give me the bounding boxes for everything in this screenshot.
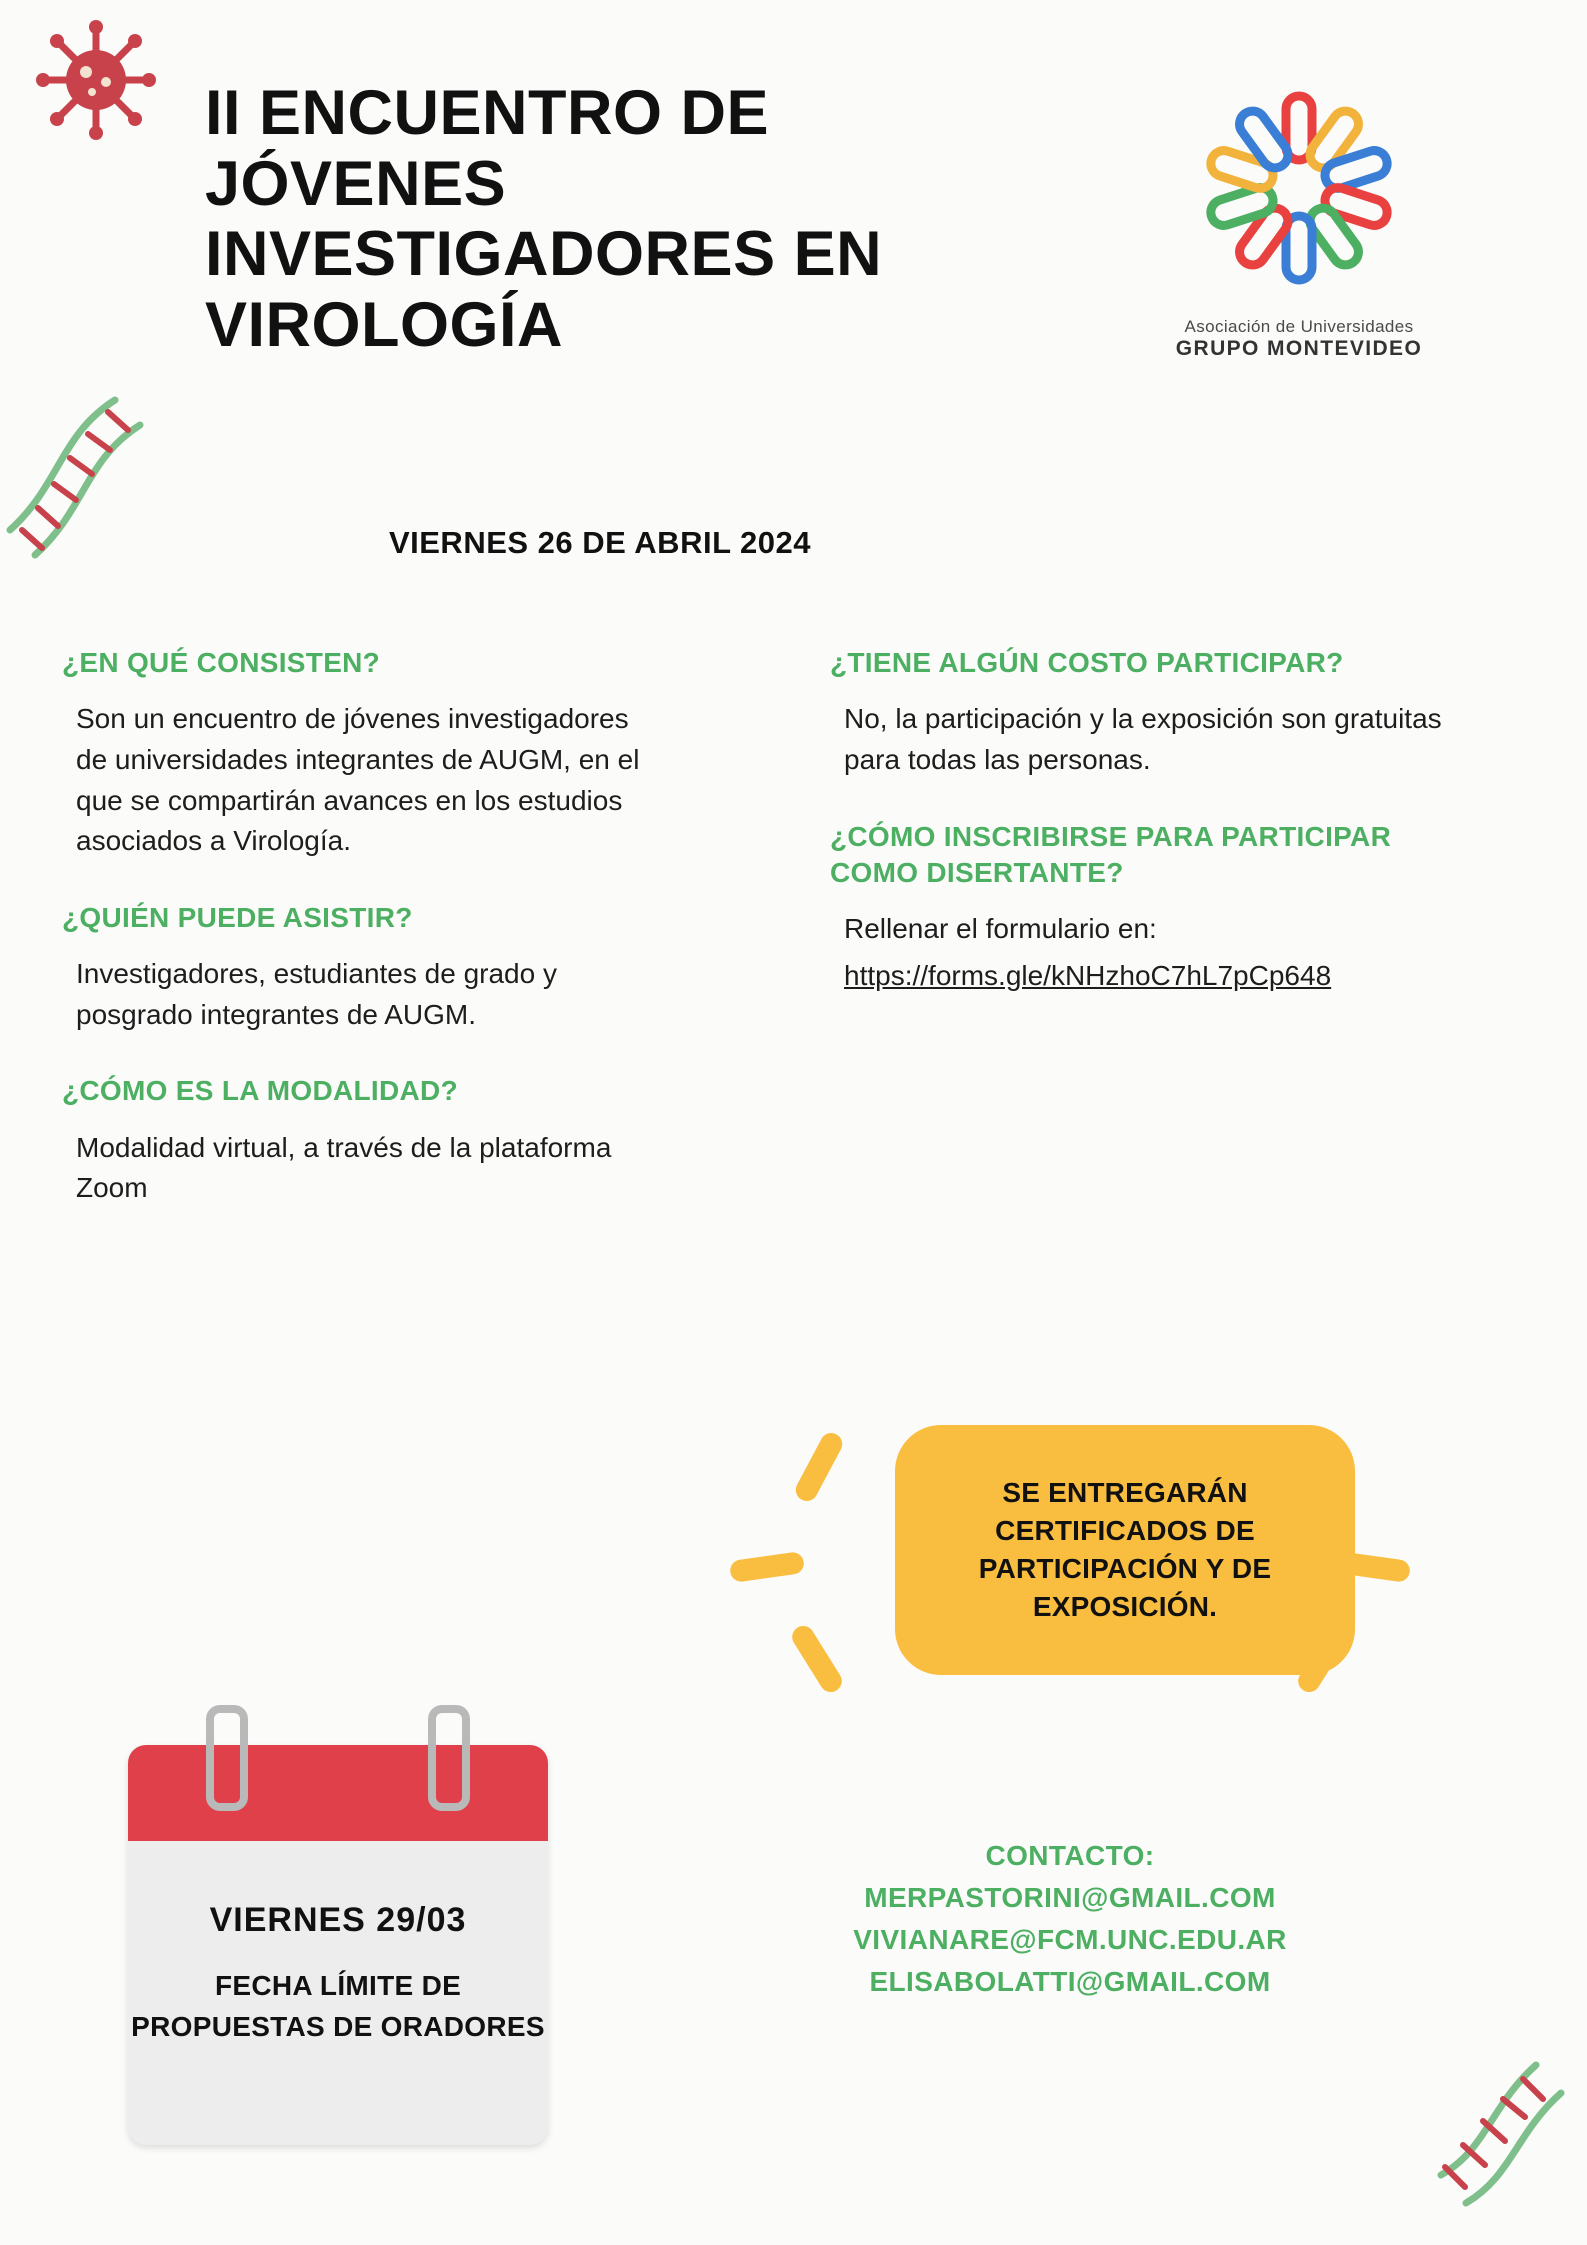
calendar-body [128, 1745, 548, 2145]
logo-caption-big: GRUPO MONTEVIDEO [1175, 337, 1423, 360]
contact-email-3[interactable]: ELISABOLATTI@GMAIL.COM [869, 1966, 1271, 1997]
section-body-consisten: Son un encuentro de jóvenes investigadores de universidades integrantes de AUGM, en el que se compartirán avances en los estudios asociados a Virología. [76, 703, 640, 857]
form-link-wrapper [844, 956, 1445, 997]
section-heading-asistir: ¿QUIÉN PUEDE ASISTIR? [62, 901, 413, 933]
augm-flower-logo-icon [1184, 70, 1414, 310]
augm-logo [1129, 70, 1469, 400]
ray-icon-2 [729, 1551, 805, 1583]
calendar-date: VIERNES 29/03 [209, 1901, 467, 1939]
virus-icon [36, 20, 156, 140]
certificate-box [895, 1425, 1355, 1675]
left-column [62, 645, 662, 1241]
section-heading-inscribirse: ¿CÓMO INSCRIBIRSE PARA PARTICIPAR COMO DISERTANTE? [830, 820, 1392, 888]
dna-helix-icon [0, 390, 150, 580]
calendar-ring-right-icon [428, 1705, 470, 1811]
deadline-calendar [128, 1705, 548, 2145]
section-heading-costo: ¿TIENE ALGÚN COSTO PARTICIPAR? [830, 647, 1344, 678]
page-title: II ENCUENTRO DE JÓVENES INVESTIGADORES EN VIROLOGÍA [205, 78, 883, 360]
contact-label: CONTACTO: [985, 1840, 1155, 1871]
event-date: VIERNES 26 DE ABRIL 2024 [388, 525, 812, 560]
ray-icon-1 [792, 1429, 846, 1505]
calendar-caption: FECHA LÍMITE DE PROPUESTAS DE ORADORES [131, 1970, 545, 2042]
section-body-asistir: Investigadores, estudiantes de grado y posgrado integrantes de AUGM. [76, 958, 557, 1030]
calendar-ring-left-icon [206, 1705, 248, 1811]
section-body-inscribirse: Rellenar el formulario en: [844, 913, 1157, 945]
section-heading-consisten: ¿EN QUÉ CONSISTEN? [62, 647, 381, 678]
certificate-callout [690, 1390, 1450, 1720]
logo-caption-small: Asociación de Universidades [1184, 317, 1414, 336]
contact-block [690, 1835, 1450, 2003]
contact-email-1[interactable]: MERPASTORINI@GMAIL.COM [864, 1882, 1276, 1913]
section-body-modalidad: Modalidad virtual, a través de la plataforma Zoom [76, 1131, 612, 1204]
right-column [830, 645, 1445, 1035]
section-body-costo: No, la participación y la exposición son gratuitas para todas las personas. [844, 703, 1442, 775]
title-block [205, 78, 995, 360]
contact-email-2[interactable]: VIVIANARE@FCM.UNC.EDU.AR [853, 1924, 1287, 1955]
ray-icon-3 [788, 1622, 846, 1696]
certificate-text: SE ENTREGARÁN CERTIFICADOS DE PARTICIPACIÓN Y DE EXPOSICIÓN. [978, 1476, 1272, 1623]
registration-form-link[interactable]: https://forms.gle/kNHzhoC7hL7pCp648 [844, 959, 1332, 991]
section-heading-modalidad: ¿CÓMO ES LA MODALIDAD? [62, 1075, 458, 1107]
dna-helix-icon-secondary [1431, 2055, 1581, 2215]
calendar-header-bar [128, 1745, 548, 1841]
